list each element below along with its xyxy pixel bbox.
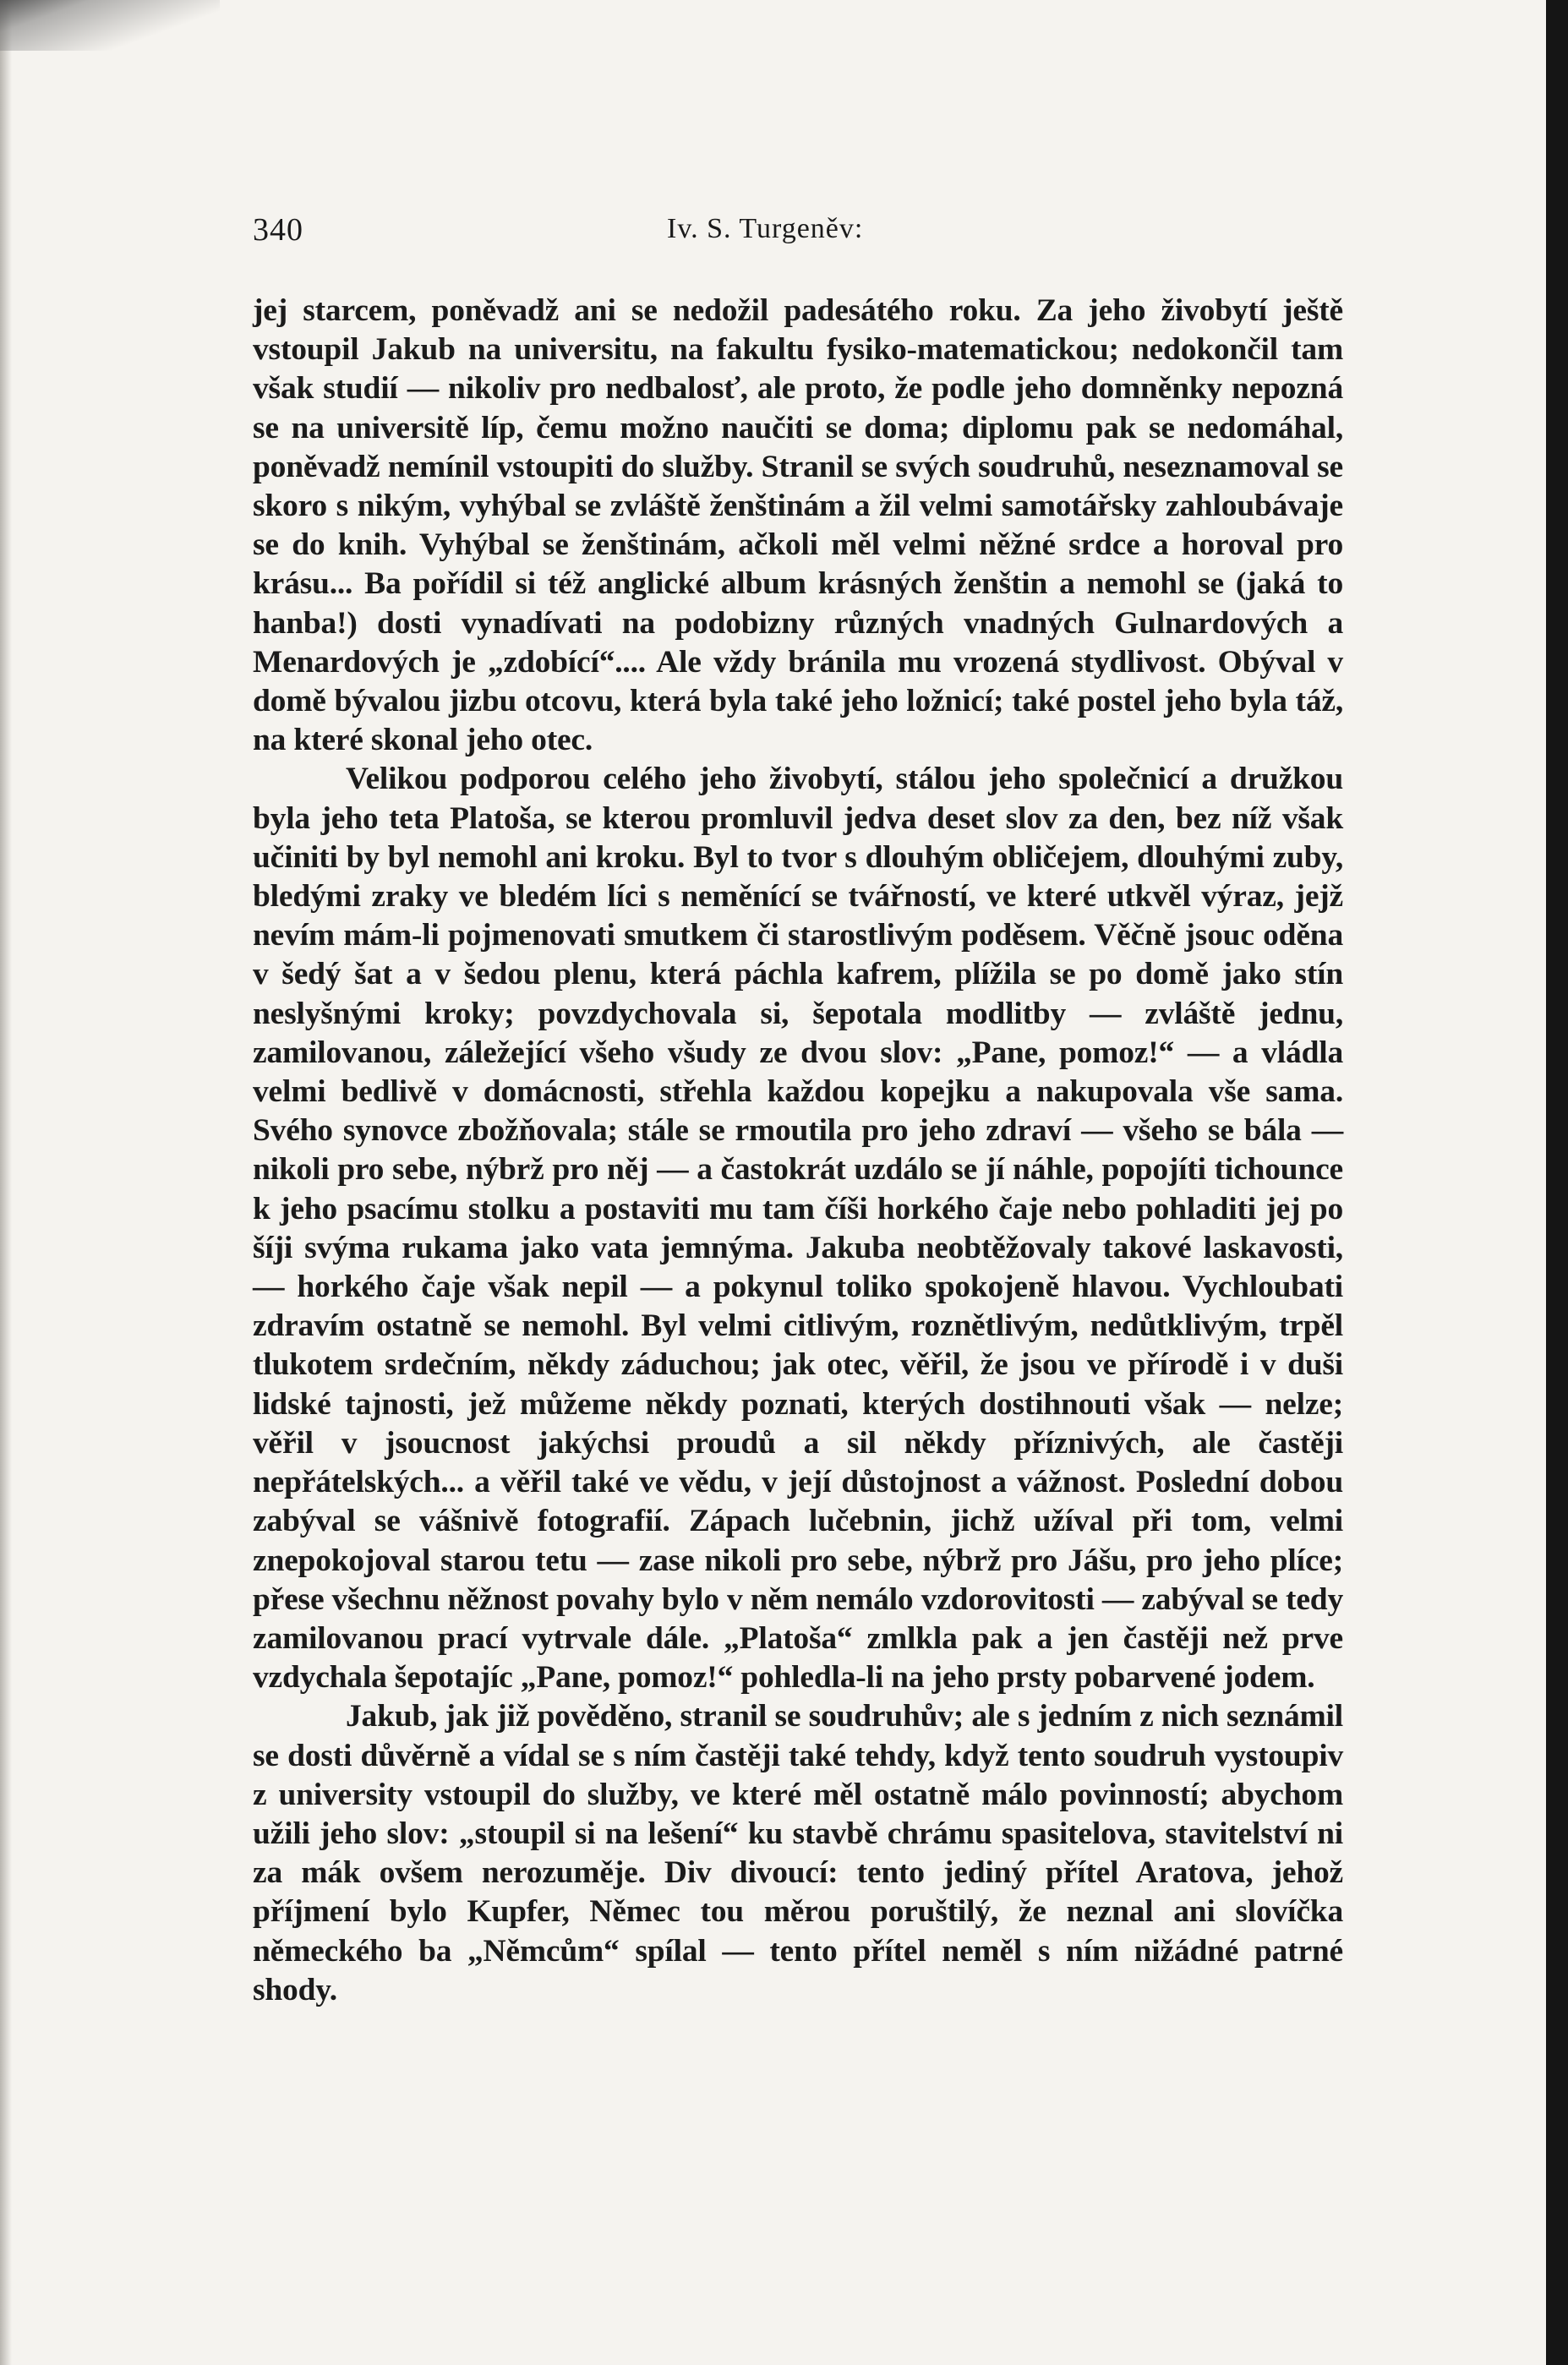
- page-header: [253, 211, 1335, 262]
- page-number: 340: [253, 212, 303, 248]
- body-text: [253, 292, 1343, 2010]
- scan-edge-right: [1546, 0, 1568, 2365]
- paragraph-2: Velikou podporou celého jeho živobytí, stálou jeho společnicí a družkou byla jeho teta Platoša, se kterou promluvil jedva deset slov za den, bez níž však učiniti by byl nemohl ani kroku. Byl to tvor s dlouhým obličejem, dlouhými zuby, bledými zraky ve bledém líci s neměnící se tvářností, ve které utkvěl výraz, jejž nevím mám-li pojmenovati smutkem či starostlivým poděsem. Věčně jsouc oděna v šedý šat a v šedou plenu, která páchla kafrem, plížila se po domě jako stín neslyšnými kroky; povzdychovala si, šepotala modlitby — zvláště jednu, zamilovanou, záležející všeho všudy ze dvou slov: „Pane, pomoz!“ — a vládla velmi bedlivě v domácnosti, střehla každou kopejku a nakupovala vše sama. Svého synovce zbožňovala; stále se rmoutila pro jeho zdraví — všeho se bála — nikoli pro sebe, nýbrž pro něj — a častokrát uzdálo se jí náhle, popojíti tichounce k jeho psacímu stolku a postaviti mu tam číši horkého čaje nebo pohladiti jej po šíji svýma rukama jako vata jemnýma. Jakuba neobtěžovaly takové laskavosti, — horkého čaje však nepil — a pokynul toliko spokojeně hlavou. Vychloubati zdravím ostatně se nemohl. Byl velmi citlivým, roznětlivým, nedůtklivým, trpěl tlukotem srdečním, někdy záduchou; jak otec, věřil, že jsou ve přírodě i v duši lidské tajnosti, jež můžeme někdy poznati, kterých dostihnouti však — nelze; věřil v jsoucnost jakýchsi proudů a sil někdy příznivých, ale častěji nepřátelských... a věřil také ve vědu, v její důstojnost a vážnost. Poslední dobou zabýval se vášnivě fotografií. Zápach lučebnin, jichž užíval při tom, velmi znepokojoval starou tetu — zase nikoli pro sebe, nýbrž pro Jášu, pro jeho plíce; přese všechnu něžnost povahy bylo v něm nemálo vzdorovitosti — zabýval se tedy zamilovanou prací vytrvale dále. „Platoša“ zmlkla pak a jen častěji než prve vzdychala šepotajíc „Pane, pomoz!“ pohledla-li na jeho prsty pobarvené jodem.: [253, 762, 1343, 1696]
- paragraph-1: jej starcem, poněvadž ani se nedožil padesátého roku. Za jeho živobytí ještě vstoupil Jakub na universitu, na fakultu fysiko-matematickou; nedokončil tam však studií — nikoliv pro nedbalosť, ale proto, že podle jeho domněnky nepozná se na universitě líp, čemu možno naučiti se doma; diplomu pak se nedomáhal, poněvadž nemínil vstoupiti do služby. Stranil se svých soudruhů, neseznamoval se skoro s nikým, vyhýbal se zvláště ženštinám a žil velmi samotářsky zahloubávaje se do knih. Vyhýbal se ženštinám, ačkoli měl velmi něžné srdce a horoval pro krásu... Ba pořídil si též anglické album krásných ženštin a nemohl se (jaká to hanba!) dosti vynadívati na podobizny různých vnadných Gulnardových a Menardových je „zdobící“.... Ale vždy bránila mu vrozená stydlivost. Obýval v domě bývalou jizbu otcovu, která byla také jeho ložnicí; také postel jeho byla táž, na které skonal jeho otec.: [253, 293, 1343, 758]
- scan-edge-left: [0, 0, 12, 2365]
- scan-edge-top-left: [0, 0, 220, 51]
- paragraph-3: Jakub, jak již pověděno, stranil se soudruhův; ale s jedním z nich seznámil se dosti důvěrně a vídal se s ním častěji také tehdy, když tento soudruh vystoupiv z university vstoupil do služby, ve které měl ostatně málo povinností; abychom užili jeho slov: „stoupil si na lešení“ ku stavbě chrámu spasitelova, stavitelství ni za mák ovšem nerozuměje. Div divoucí: tento jediný přítel Aratova, jehož příjmení bylo Kupfer, Němec tou měrou poruštilý, že neznal ani slovíčka německého ba „Němcům“ spílal — tento přítel neměl s ním nižádné patrné shody.: [253, 1699, 1343, 2007]
- running-head: Iv. S. Turgeněv:: [667, 213, 864, 244]
